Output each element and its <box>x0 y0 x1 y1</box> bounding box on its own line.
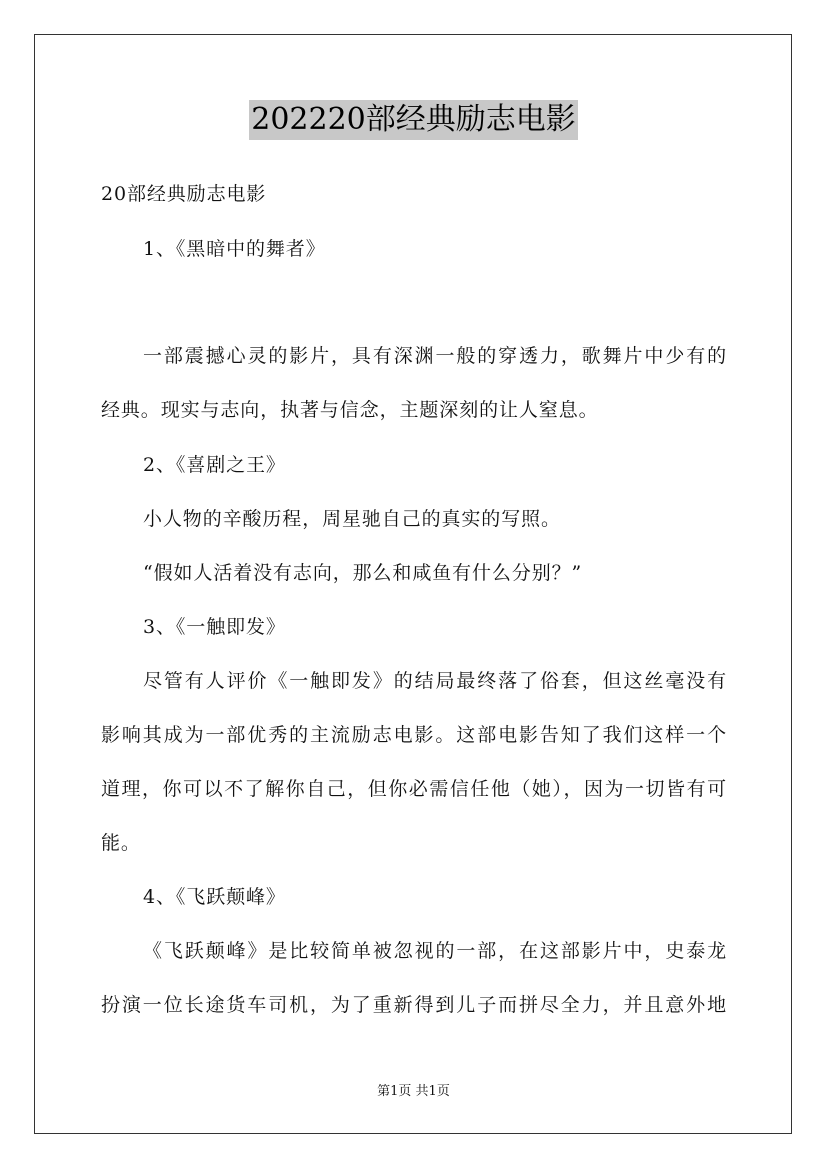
paragraph-line: 道理，你可以不了解你自己，但你必需信任他（她），因为一切皆有可 <box>101 778 727 800</box>
paragraph-line: 经典。现实与志向，执著与信念，主题深刻的让人窒息。 <box>101 399 599 421</box>
paragraph-line: 一部震撼心灵的影片，具有深渊一般的穿透力，歌舞片中少有的 <box>143 345 727 367</box>
title-container <box>0 100 827 140</box>
paragraph-line: 尽管有人评价《一触即发》的结局最终落了俗套，但这丝毫没有 <box>143 670 727 692</box>
quote-line: “假如人活着没有志向，那么和咸鱼有什么分别？” <box>143 562 583 584</box>
movie-heading-4: 4、《飞跃颠峰》 <box>143 886 286 908</box>
page-number-label: 第1页 共1页 <box>377 1084 450 1099</box>
paragraph-line: 影响其成为一部优秀的主流励志电影。这部电影告知了我们这样一个 <box>101 724 727 746</box>
page-footer <box>0 1083 827 1101</box>
movie-heading-3: 3、《一触即发》 <box>143 616 286 638</box>
paragraph-line: 《飞跃颠峰》是比较简单被忽视的一部，在这部影片中，史泰龙 <box>143 940 727 962</box>
document-title: 202220部经典励志电影 <box>249 100 578 140</box>
document-subtitle: 20部经典励志电影 <box>101 183 267 205</box>
movie-heading-2: 2、《喜剧之王》 <box>143 454 286 476</box>
paragraph-line: 小人物的辛酸历程，周星驰自己的真实的写照。 <box>143 508 561 530</box>
paragraph-line: 能。 <box>101 832 141 854</box>
movie-heading-1: 1、《黑暗中的舞者》 <box>143 238 326 260</box>
paragraph-line: 扮演一位长途货车司机，为了重新得到儿子而拼尽全力，并且意外地 <box>101 994 727 1016</box>
